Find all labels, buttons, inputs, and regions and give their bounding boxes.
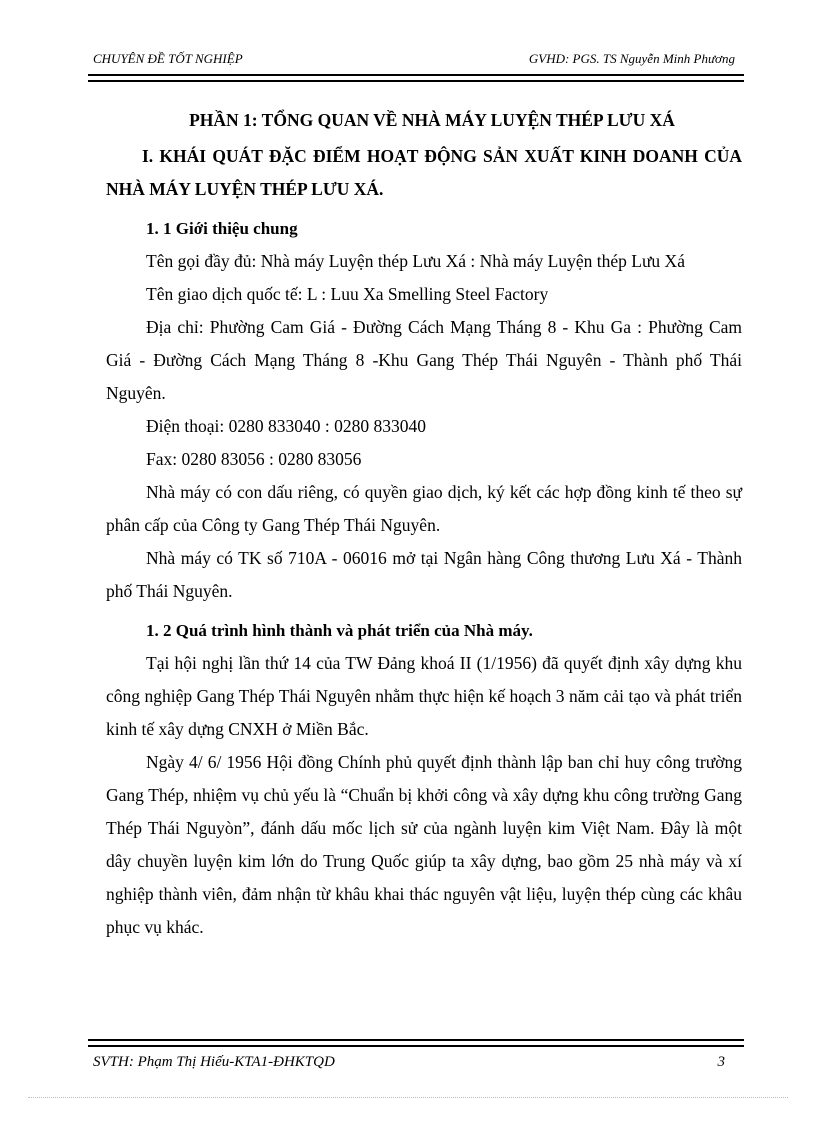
subsection-1-title: 1. 1 Giới thiệu chung (146, 219, 298, 238)
subsection-2-title: 1. 2 Quá trình hình thành và phát triển của Nhà máy. (146, 621, 533, 640)
footer-divider (88, 1039, 744, 1047)
document-body (106, 96, 742, 944)
part-title: PHẦN 1: TỔNG QUAN VỀ NHÀ MÁY LUYỆN THÉP LƯU XÁ (189, 110, 675, 130)
paragraph-address: Địa chỉ: Phường Cam Giá - Đường Cách Mạng Tháng 8 - Khu Ga : Phường Cam Giá - Đường Cách Mạng Tháng 8 -Khu Gang Thép Thái Nguyên - Thành phố Thái Nguyên. (106, 317, 742, 403)
paragraph-fax: Fax: 0280 83056 : 0280 83056 (146, 449, 362, 469)
header-left-title: CHUYÊN ĐỀ TỐT NGHIỆP (93, 51, 243, 66)
page-header (93, 51, 743, 73)
header-divider (88, 74, 744, 82)
footer-author: SVTH: Phạm Thị Hiếu-KTA1-ĐHKTQD (93, 1054, 335, 1070)
paragraph-history-2: Ngày 4/ 6/ 1956 Hội đồng Chính phủ quyết định thành lập ban chỉ huy công trường Gang Thép, nhiệm vụ chủ yếu là “Chuẩn bị khởi công và xây dựng khu công trường Gang Thép Thái Nguyòn”, đánh dấu mốc lịch sử của ngành luyện kim Việt Nam. Đây là một dây chuyền luyện kim lớn do Trung Quốc giúp ta xây dựng, bao gồm 25 nhà máy và xí nghiệp thành viên, đảm nhận từ khâu khai thác nguyên vật liệu, luyện thép cùng các khâu phục vụ khác. (106, 752, 742, 937)
paragraph-history-1: Tại hội nghị lần thứ 14 của TW Đảng khoá II (1/1956) đã quyết định xây dựng khu công nghiệp Gang Thép Thái Nguyên nhằm thực hiện kế hoạch 3 năm cải tạo và phát triển kinh tế xây dựng CNXH ở Miền Bắc. (106, 653, 742, 739)
paragraph-full-name: Tên gọi đầy đủ: Nhà máy Luyện thép Lưu Xá : Nhà máy Luyện thép Lưu Xá (146, 251, 685, 271)
page-number: 3 (717, 1054, 725, 1070)
section-title: I. KHÁI QUÁT ĐẶC ĐIỂM HOẠT ĐỘNG SẢN XUẤT KINH DOANH CỦA NHÀ MÁY LUYỆN THÉP LƯU XÁ. (106, 146, 742, 199)
header-right-supervisor: GVHD: PGS. TS Nguyễn Minh Phương (528, 51, 735, 66)
page-bottom-dotted-border (28, 1097, 788, 1098)
paragraph-trade-name: Tên giao dịch quốc tế: L : Luu Xa Smelling Steel Factory (146, 284, 549, 304)
paragraph-seal: Nhà máy có con dấu riêng, có quyền giao dịch, ký kết các hợp đồng kinh tế theo sự phân cấp của Công ty Gang Thép Thái Nguyên. (106, 482, 742, 535)
page-footer (93, 1054, 743, 1076)
paragraph-phone: Điện thoại: 0280 833040 : 0280 833040 (146, 416, 426, 436)
paragraph-bank-account: Nhà máy có TK số 710A - 06016 mở tại Ngân hàng Công thương Lưu Xá - Thành phố Thái Nguyên. (106, 548, 742, 601)
